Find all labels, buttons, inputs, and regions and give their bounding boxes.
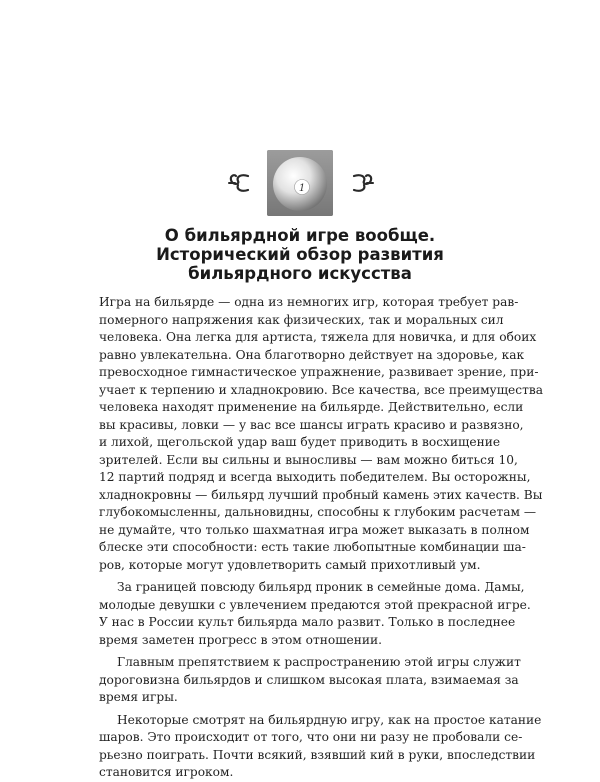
- paragraph-1: [99, 294, 543, 574]
- text-line: глубокомысленны, дальновидны, способны к глубоким расчетам —: [99, 505, 537, 519]
- title-line-2: Исторический обзор развития: [156, 245, 444, 264]
- text-line: время игры.: [99, 690, 178, 704]
- body-text: [99, 294, 543, 782]
- text-line: становится игроком.: [99, 765, 234, 779]
- text-line: За границей повсюду бильярд проник в семейные дома. Дамы,: [117, 580, 525, 594]
- text-line: шаров. Это происходит от того, что они ни разу не пробовали се-: [99, 730, 523, 744]
- text-line: и лихой, щегольской удар ваш будет приводить в восхищение: [99, 435, 501, 449]
- text-line: человека находят применение на бильярде. Действительно, если: [99, 400, 524, 414]
- text-line: Некоторые смотрят на бильярдную игру, как на простое катание: [117, 712, 542, 727]
- text-line: время заметен прогресс в этом отношении.: [99, 632, 382, 647]
- text-line: блеске эти способности: есть такие любопытные комбинации ша-: [99, 540, 526, 554]
- text-line: дороговизна бильярдов и слишком высокая плата, взимаемая за: [99, 672, 519, 687]
- text-line: 12 партий подряд и всегда выходить победителем. Вы осторожны,: [99, 470, 531, 484]
- chapter-title: [150, 226, 450, 283]
- title-line-1: О бильярдной игре вообще.: [164, 226, 436, 245]
- text-line: превосходное гимнастическое упражнение, развивает зрение, при-: [99, 365, 539, 379]
- text-line: Главным препятствием к распространению этой игры служит: [117, 655, 521, 669]
- text-line: равно увлекательна. Она благотворно действует на здоровье, как: [99, 347, 525, 362]
- title-line-3: бильярдного искусства: [188, 264, 412, 283]
- text-line: не думайте, что только шахматная игра может выказать в полном: [99, 522, 530, 537]
- left-flourish-icon: [226, 172, 252, 194]
- text-line: У нас в России культ бильярда мало развит. Только в последнее: [99, 615, 516, 629]
- chapter-ornament: [0, 150, 600, 220]
- text-line: Игра на бильярде — одна из немногих игр, которая требует рав-: [99, 295, 519, 309]
- right-flourish-icon: [350, 172, 376, 194]
- paragraph-2: [99, 579, 531, 649]
- chapter-number: 1: [298, 183, 306, 194]
- text-line: зрителей. Если вы сильны и выносливы — вам можно биться 10,: [99, 452, 518, 467]
- paragraph-4: [99, 712, 542, 782]
- text-line: рьезно поиграть. Почти всякий, взявший кий в руки, впоследствии: [99, 747, 536, 762]
- chapter-ball-emblem: [267, 150, 333, 216]
- text-line: вы красивы, ловки — у вас все шансы играть красиво и развязно,: [99, 417, 524, 432]
- text-line: молодые девушки с увлечением предаются этой прекрасной игре.: [99, 597, 531, 612]
- text-line: ров, которые могут удовлетворить самый прихотливый ум.: [99, 557, 481, 572]
- text-line: учает к терпению и хладнокровию. Все качества, все преимущества: [99, 382, 543, 397]
- text-line: человека. Она легка для артиста, тяжела для новичка, и для обоих: [99, 330, 537, 344]
- paragraph-3: [99, 654, 521, 707]
- text-line: померного напряжения как физических, так и моральных сил: [99, 312, 504, 327]
- text-line: хладнокровны — бильярд лучший пробный камень этих качеств. Вы: [99, 487, 543, 502]
